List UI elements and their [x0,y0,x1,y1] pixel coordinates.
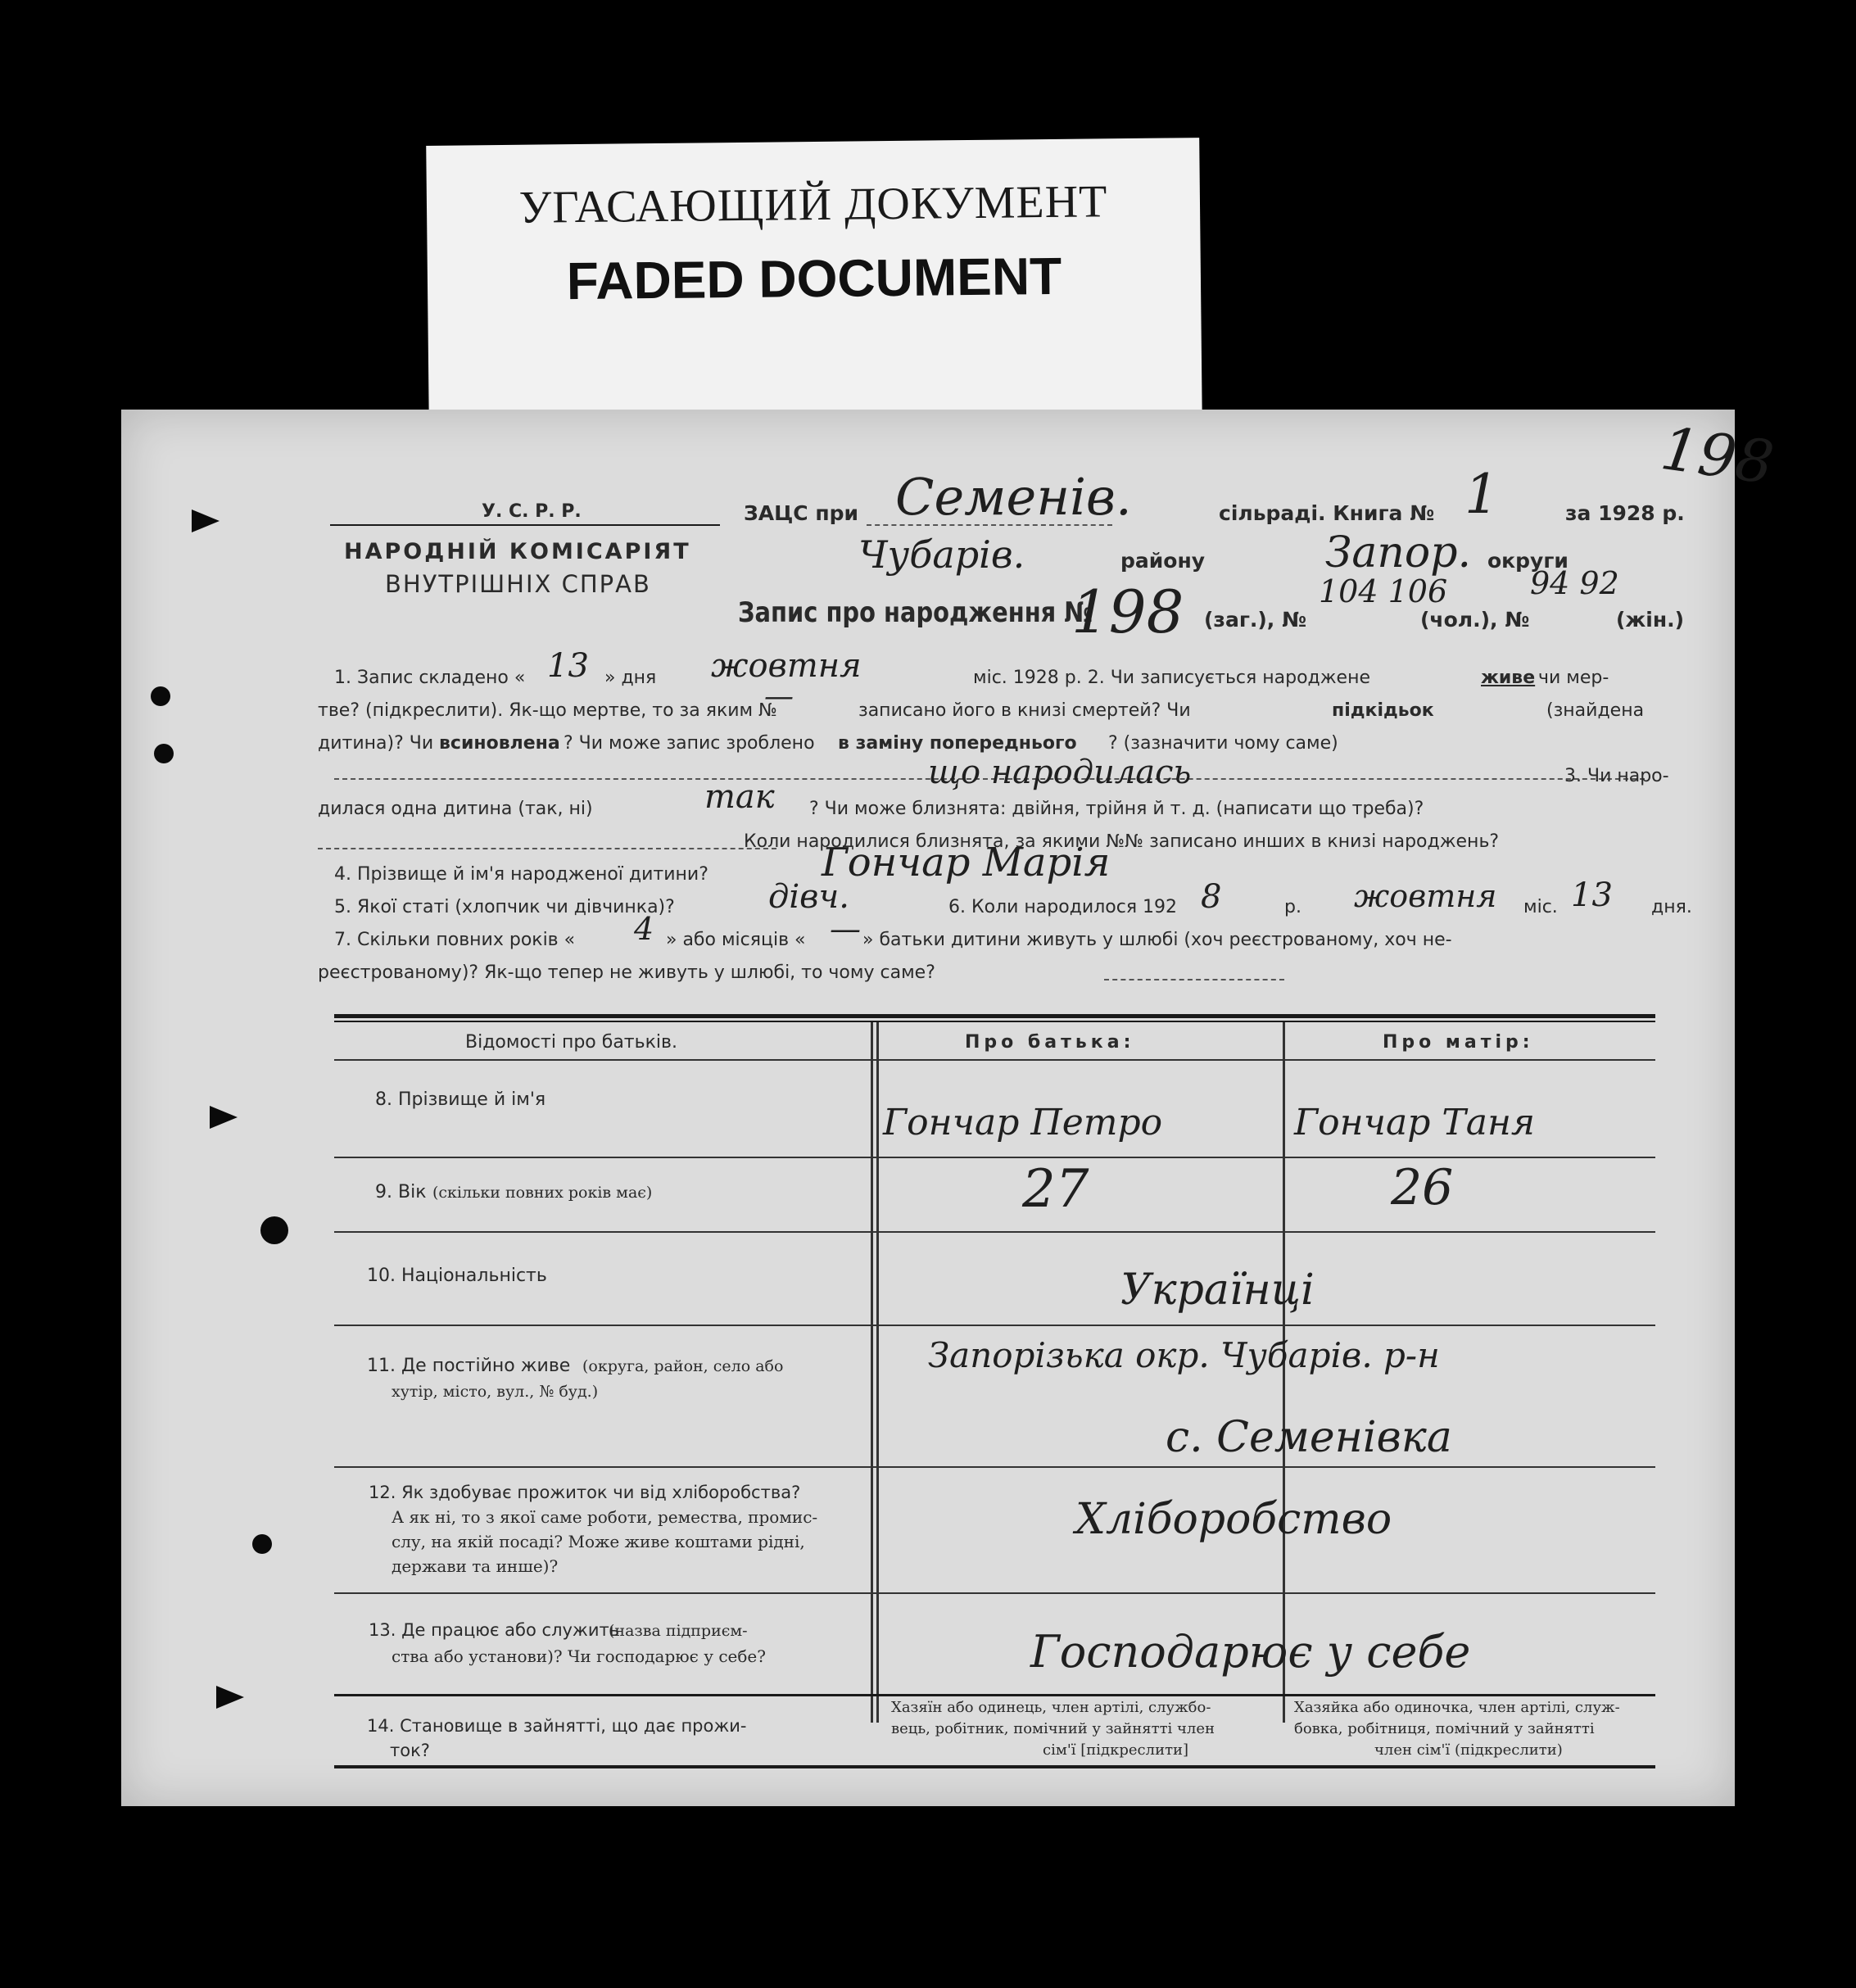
father-age-handwritten: 27 [1022,1159,1089,1220]
col-header-mother: Про матір: [1383,1032,1534,1053]
header-row-rule [334,1059,1655,1061]
q7-part-c: » батьки дитини живуть у шлюбі (хоч реєстрованому, хоч не- [862,930,1452,950]
nationality-handwritten: Українці [1120,1266,1315,1315]
q6-part-c: р. [1284,897,1301,917]
q3-reason-handwritten: що народилась [928,754,1192,791]
raion-label: району [1120,549,1206,573]
raion-handwritten: Чубарів. [858,532,1025,577]
q3-part-a: дитина)? Чи [318,733,434,754]
silradi-book-label: сільраді. Книга № [1219,501,1435,525]
record-title: Запис про народження № [738,596,1093,629]
row-14-label: 14. Становище в зайнятті, що дає прожи- [367,1716,747,1736]
commissariat-line-2: ВНУТРІШНІХ СПРАВ [385,570,651,598]
col-header-father: Про батька: [965,1032,1135,1053]
punch-hole [151,686,170,706]
marriage-months-handwritten: — [830,911,861,947]
mother-name-handwritten: Гончар Таня [1294,1102,1536,1143]
q2-foundling: підкідьок [1332,700,1434,721]
punch-notch [210,1106,238,1129]
row-12-label-3: слу, на якій посаді? Може живе коштами рідні, [392,1532,805,1551]
q4-yes-handwritten: так [704,778,775,816]
row-13-rule [334,1694,1655,1696]
row-9-label-small: (скільки повних років має) [432,1184,653,1202]
okrug-handwritten: Запор. [1325,528,1472,577]
faded-document-stamp [426,138,1202,428]
record-number-handwritten: 198 [1071,577,1184,646]
father-occupation-options-1: Хазяїн або одинець, член артілі, службо- [891,1699,1211,1716]
q3-part-c: ? (зазначити чому саме) [1108,733,1338,754]
row-10-rule [334,1325,1655,1326]
q1-part-a: 1. Запис складено « [334,668,526,688]
row-13-label: 13. Де працює або служить [369,1620,620,1640]
stamp-line-ru: УГАСАЮЩИЙ ДОКУМЕНТ [518,176,1108,233]
row-11-label: 11. Де постійно живе [367,1356,571,1376]
livelihood-handwritten: Хліборобство [1075,1495,1392,1544]
q2-part-b: записано його в книзі смертей? Чи [858,700,1191,721]
punch-notch [216,1686,244,1709]
chol-label: (чол.), № [1420,608,1530,632]
row-13-label-2: ства або установи)? Чи господарює у себе? [392,1646,766,1666]
row-11-label-small: (округа, район, село або [582,1357,784,1375]
q6-part-d: міс. [1523,897,1558,917]
male-number-handwritten: 104 106 [1319,573,1448,609]
mother-occupation-options-3: член сім'ї (підкреслити) [1374,1741,1563,1759]
punch-hole [252,1534,272,1554]
col-divider-1b [876,1022,879,1723]
residence-handwritten: Запорізька окр. Чубарів. р-н [928,1335,1440,1375]
commissariat-line-1: НАРОДНІЙ КОМІСАРІЯТ [344,539,691,564]
usrr-label: У. С. Р. Р. [482,501,582,522]
q4-part-c: Коли народилися близнята, за якими №№ записано инших в книзі народжень? [744,831,1500,852]
q4-part-a: дилася одна дитина (так, ні) [318,799,593,819]
q4-part-b: ? Чи може близнята: двійня, трійня й т. д. (написати що треба)? [809,799,1424,819]
q2-part-a: тве? (підкреслити). Як-що мертве, то за яким № [318,700,778,721]
row-13-label-small: (назва підприєм- [609,1622,748,1640]
q4-twins-line [318,848,776,849]
corner-page-number: 198 [1656,413,1778,498]
q1-alive-underlined: живе [1481,668,1536,688]
female-number-handwritten: 94 92 [1530,565,1619,601]
q5-part-a: 4. Прізвище й ім'я народженої дитини? [334,864,708,885]
q1-part-c: міс. 1928 р. 2. Чи записується народжене [973,668,1371,688]
row-12-label: 12. Як здобуває прожиток чи від хліборобства? [369,1483,801,1502]
q1-day-handwritten: 13 [547,647,589,685]
col-header-info: Відомості про батьків. [465,1032,677,1053]
q3-part-d: 3. Чи наро- [1564,766,1669,786]
zag-label: (заг.), № [1204,608,1307,632]
punch-hole [154,744,174,763]
book-number-handwritten: 1 [1464,463,1499,526]
mother-age-handwritten: 26 [1391,1159,1454,1216]
q3-part-b: ? Чи може запис зроблено [564,733,815,754]
row-10-label: 10. Національність [367,1266,547,1286]
row-12-rule [334,1592,1655,1594]
birth-day-handwritten: 13 [1571,876,1613,914]
q7-reason-line [1104,979,1284,980]
q6-part-b: 6. Коли народилося 192 [948,897,1178,917]
q1-part-d: чи мер- [1538,668,1609,688]
row-8-label: 8. Прізвище й ім'я [375,1089,546,1110]
q6-part-e: дня. [1651,897,1692,917]
punch-hole [260,1216,288,1244]
father-occupation-options-2: вець, робітник, помічний у зайнятті член [891,1720,1215,1737]
row-9-label: 9. Вік [375,1182,427,1202]
q7-part-d: реєстрованому)? Як-що тепер не живуть у шлюбі, то чому саме? [318,962,935,983]
q2-part-c: (знайдена [1546,700,1645,721]
marriage-years-handwritten: 4 [634,911,654,947]
q6-part-a: 5. Якої статі (хлопчик чи дівчинка)? [334,897,675,917]
row-12-label-2: А як ні, то з якої саме роботи, ремества, промис- [392,1507,818,1527]
mother-occupation-options-2: бовка, робітниця, помічний у зайнятті [1294,1720,1595,1737]
q1-part-b: » дня [604,668,657,688]
header-top-rule [330,524,720,526]
birth-month-handwritten: жовтня [1354,878,1497,914]
q2-dash-handwritten: — [764,680,794,713]
row-12-label-4: держави та инше)? [392,1556,559,1576]
birth-year-handwritten: 8 [1201,878,1222,916]
row-11-label-2: хутір, місто, вул., № буд.) [392,1383,599,1401]
table-top-rule-2 [334,1021,1655,1022]
okrug-label: округи [1487,549,1569,573]
q1-month-handwritten: жовтня [711,647,862,685]
father-occupation-options-3: сім'ї [підкреслити] [1043,1741,1189,1759]
birth-record-form [121,410,1778,1806]
row-14-label-2: ток? [390,1741,430,1760]
row-8-rule [334,1157,1655,1158]
stamp-line-en: FADED DOCUMENT [566,246,1062,311]
table-top-rule [334,1014,1655,1018]
mother-occupation-options-1: Хазяйка або одиночка, член артілі, служ- [1294,1699,1620,1716]
q3-replacement: в заміну попереднього [838,733,1077,754]
year-label: за 1928 р. [1565,501,1685,525]
workplace-handwritten: Господарює у себе [1030,1626,1471,1678]
zags-label: ЗАЦС при [744,501,859,525]
punch-notch [192,509,220,532]
zhin-label: (жін.) [1616,608,1685,632]
row-9-rule [334,1231,1655,1233]
father-name-handwritten: Гончар Петро [883,1102,1163,1143]
row-11-rule [334,1466,1655,1468]
village-residence-handwritten: с. Семенівка [1166,1413,1452,1462]
q7-part-b: » або місяців « [666,930,806,950]
table-bottom-rule [334,1765,1655,1768]
col-divider-1 [871,1022,873,1723]
q3-adopted: всиновлена [439,733,560,754]
village-fill-line [867,524,1112,526]
child-sex-handwritten: дівч. [768,878,850,916]
q7-part-a: 7. Скільки повних років « [334,930,576,950]
village-handwritten: Семенів. [895,467,1132,527]
child-name-handwritten: Гончар Марія [822,840,1111,885]
